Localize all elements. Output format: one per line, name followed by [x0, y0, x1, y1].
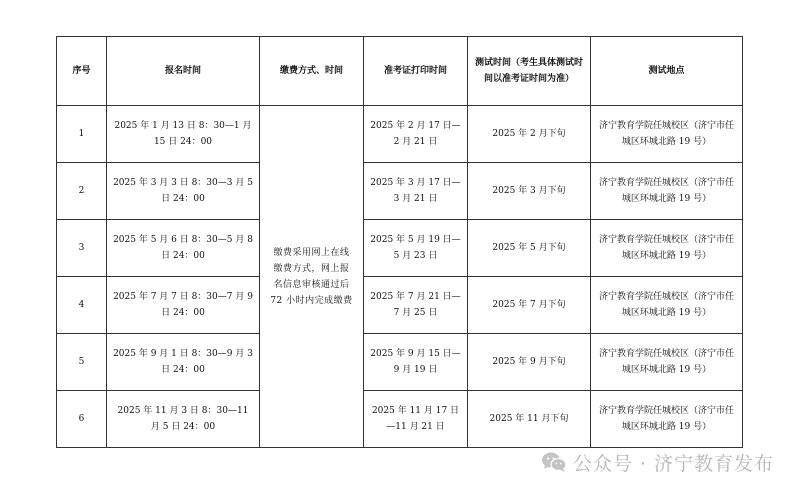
- table-row: [57, 334, 743, 391]
- cell-admission-print: 2025 年 2 月 17 日—2 月 21 日: [364, 106, 468, 163]
- table-header-row: [57, 37, 743, 106]
- table-row: [57, 277, 743, 334]
- cell-index: 2: [57, 163, 107, 220]
- cell-test-time: 2025 年 7 月下旬: [468, 277, 591, 334]
- cell-admission-print: 2025 年 3 月 17 日—3 月 21 日: [364, 163, 468, 220]
- watermark: [541, 448, 774, 476]
- cell-test-time: 2025 年 11 月下旬: [468, 391, 591, 448]
- cell-test-time: 2025 年 3 月下旬: [468, 163, 591, 220]
- header-location: 测试地点: [591, 37, 743, 106]
- cell-location: 济宁教育学院任城校区（济宁市任城区环城北路 19 号）: [591, 106, 743, 163]
- cell-test-time: 2025 年 9 月下旬: [468, 334, 591, 391]
- cell-registration: 2025 年 9 月 1 日 8：30—9 月 3 日 24：00: [107, 334, 260, 391]
- table-row: [57, 163, 743, 220]
- cell-location: 济宁教育学院任城校区（济宁市任城区环城北路 19 号）: [591, 277, 743, 334]
- cell-admission-print: 2025 年 7 月 21 日—7 月 25 日: [364, 277, 468, 334]
- cell-test-time: 2025 年 2 月下旬: [468, 106, 591, 163]
- header-admission-print: 准考证打印时间: [364, 37, 468, 106]
- cell-index: 4: [57, 277, 107, 334]
- cell-registration: 2025 年 1 月 13 日 8：30—1 月 15 日 24：00: [107, 106, 260, 163]
- watermark-text: 公众号 · 济宁教育发布: [572, 452, 774, 475]
- cell-location: 济宁教育学院任城校区（济宁市任城区环城北路 19 号）: [591, 163, 743, 220]
- cell-location: 济宁教育学院任城校区（济宁市任城区环城北路 19 号）: [591, 220, 743, 277]
- cell-index: 5: [57, 334, 107, 391]
- cell-registration: 2025 年 3 月 3 日 8：30—3 月 5 日 24：00: [107, 163, 260, 220]
- cell-admission-print: 2025 年 11 月 17 日—11 月 21 日: [364, 391, 468, 448]
- table-row: [57, 220, 743, 277]
- header-index: 序号: [57, 37, 107, 106]
- header-test-time: 测试时间（考生具体测试时间以准考证时间为准）: [468, 37, 591, 106]
- cell-registration: 2025 年 5 月 6 日 8：30—5 月 8 日 24：00: [107, 220, 260, 277]
- cell-test-time: 2025 年 5 月下旬: [468, 220, 591, 277]
- table-row: [57, 391, 743, 448]
- header-payment: 缴费方式、时间: [260, 37, 364, 106]
- cell-index: 1: [57, 106, 107, 163]
- header-registration: 报名时间: [107, 37, 260, 106]
- cell-index: 6: [57, 391, 107, 448]
- wechat-icon: [541, 451, 567, 473]
- cell-location: 济宁教育学院任城校区（济宁市任城区环城北路 19 号）: [591, 391, 743, 448]
- table-row: [57, 106, 743, 163]
- cell-payment-note: 缴费采用网上在线缴费方式，网上报名信息审核通过后 72 小时内完成缴费: [260, 106, 364, 448]
- cell-index: 3: [57, 220, 107, 277]
- cell-admission-print: 2025 年 9 月 15 日—9 月 19 日: [364, 334, 468, 391]
- cell-registration: 2025 年 11 月 3 日 8：30—11 月 5 日 24：00: [107, 391, 260, 448]
- cell-admission-print: 2025 年 5 月 19 日—5 月 23 日: [364, 220, 468, 277]
- cell-registration: 2025 年 7 月 7 日 8：30—7 月 9 日 24：00: [107, 277, 260, 334]
- cell-location: 济宁教育学院任城校区（济宁市任城区环城北路 19 号）: [591, 334, 743, 391]
- schedule-table: [56, 36, 743, 448]
